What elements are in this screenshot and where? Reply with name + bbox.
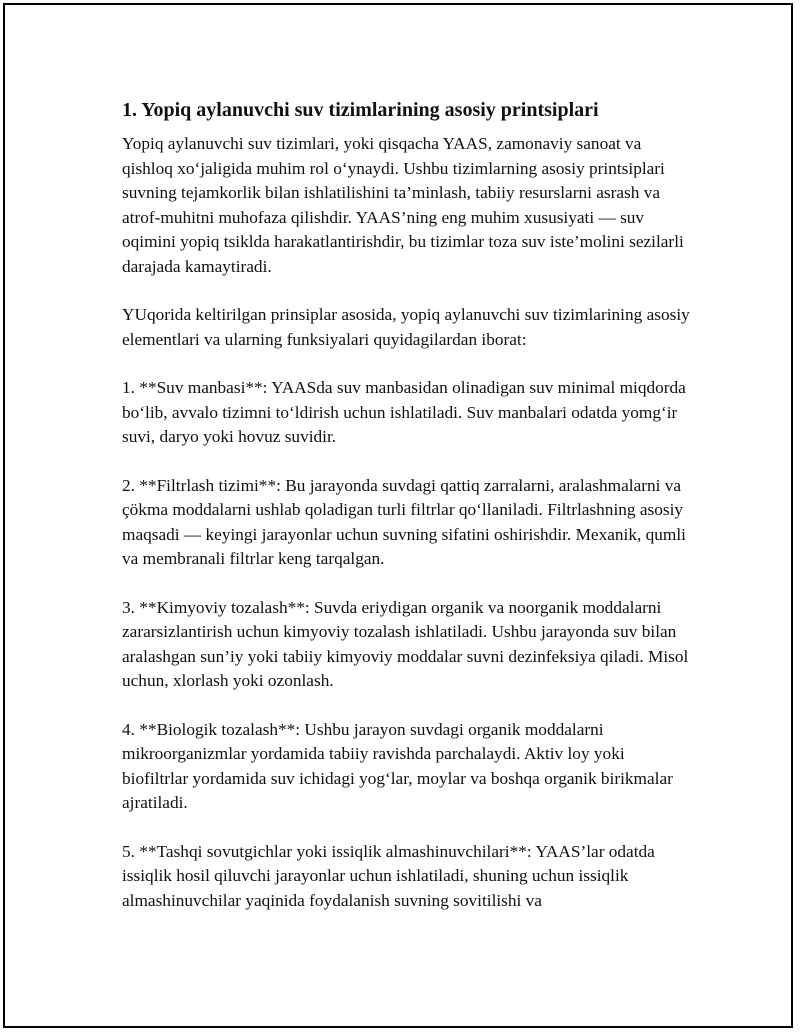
document-body [122, 97, 692, 937]
list-item-chemical-treatment: 3. **Kimyoviy tozalash**: Suvda eriydigan organik va noorganik moddalarni zararsizlantirish uchun kimyoviy tozalash ishlatiladi. Ushbu jarayonda suv bilan aralashgan sun’iy yoki tabiiy kimyoviy moddalar suvni dezinfeksiya qiladi. Misol uchun, xlorlash yoki ozonlash. [122, 597, 689, 690]
page-frame [3, 3, 793, 1028]
list-item-filtration: 2. **Filtrlash tizimi**: Bu jarayonda suvdagi qattiq zarralarni, aralashmalarni va çökma moddalarni ushlab qoladigan turli filtrlar qo‘llaniladi. Filtrlashning asosiy maqsadi — keyingi jarayonlar uchun suvning sifatini oshirishdir. Mexanik, qumli va membranali filtrlar keng tarqalgan. [122, 475, 686, 568]
list-item-heat-exchangers: 5. **Tashqi sovutgichlar yoki issiqlik almashinuvchilari**: YAAS’lar odatda issiqlik hosil qiluvchi jarayonlar uchun ishlatiladi, shuning uchun issiqlik almashinuvchilar yaqinida foydalanish suvning sovitilishi va [122, 841, 655, 910]
intro-paragraph: Yopiq aylanuvchi suv tizimlari, yoki qisqacha YAAS, zamonaviy sanoat va qishloq xo‘jaligida muhim rol o‘ynaydi. Ushbu tizimlarning asosiy printsiplari suvning tejamkorlik bilan ishlatilishini ta’minlash, tabiiy resurslarni asrash va atrof-muhitni muhofaza qilishdir. YAAS’ning eng muhim xususiyati — suv oqimini yopiq tsiklda harakatlantirishdir, bu tizimlar toza suv iste’molini sezilarli darajada kamaytiradi. [122, 134, 684, 276]
list-item-water-source: 1. **Suv manbasi**: YAASda suv manbasidan olinadigan suv minimal miqdorda bo‘lib, avvalo tizimni to‘ldirish uchun ishlatiladi. Suv manbalari odatda yomg‘ir suvi, daryo yoki hovuz suvidir. [122, 378, 686, 446]
section-heading: 1. Yopiq aylanuvchi suv tizimlarining asosiy printsiplari [122, 99, 599, 121]
list-item-biological-treatment: 4. **Biologik tozalash**: Ushbu jarayon suvdagi organik moddalarni mikroorganizmlar yordamida tabiiy ravishda parchalaydi. Aktiv loy yoki biofiltrlar yordamida suv ichidagi yog‘lar, moylar va boshqa organik birikmalar ajratiladi. [122, 719, 673, 812]
elements-intro-paragraph: YUqorida keltirilgan prinsiplar asosida, yopiq aylanuvchi suv tizimlarining asosiy elementlari va ularning funksiyalari quyidagilardan iborat: [122, 305, 690, 349]
